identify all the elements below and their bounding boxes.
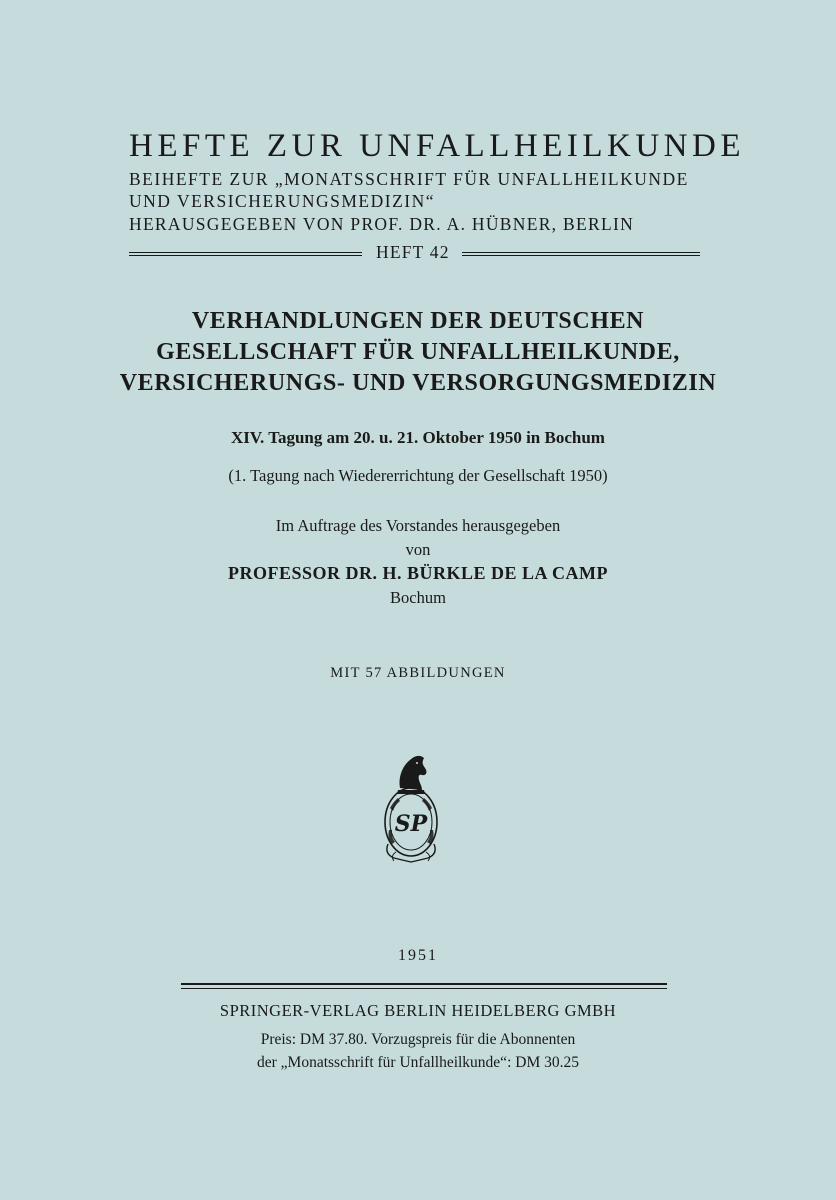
series-subtitle-line2: UND VERSICHERUNGSMEDIZIN“ — [129, 191, 435, 211]
logo-monogram: SP — [394, 811, 428, 837]
book-title-line2: GESELLSCHAFT FÜR UNFALLHEILKUNDE, — [156, 339, 680, 365]
imprint-rule-thin — [181, 988, 667, 989]
price-line2: der „Monatsschrift für Unfallheilkunde“: DM 30.25 — [257, 1054, 579, 1071]
heft-rule-left — [129, 252, 362, 256]
illustrations-note: MIT 57 ABBILDUNGEN — [330, 665, 506, 681]
issue-number: HEFT 42 — [376, 242, 450, 262]
book-title — [0, 306, 836, 399]
author-name: PROFESSOR DR. H. BÜRKLE DE LA CAMP — [227, 563, 609, 583]
author-city: Bochum — [390, 588, 446, 607]
by-text: von — [405, 540, 431, 559]
springer-horse-logo-icon — [376, 748, 446, 868]
heft-rule-right — [462, 252, 700, 256]
series-subtitle-line1: BEIHEFTE ZUR „MONATSSCHRIFT FÜR UNFALLHEILKUNDE — [129, 169, 689, 189]
meeting-note: (1. Tagung nach Wiedererrichtung der Gesellschaft 1950) — [228, 466, 608, 485]
book-title-line3: VERSICHERUNGS- UND VERSORGUNGSMEDIZIN — [119, 370, 717, 396]
commission-text: Im Auftrage des Vorstandes herausgegeben — [275, 516, 561, 535]
imprint-rule-thick — [181, 983, 667, 985]
series-editor: HERAUSGEGEBEN VON PROF. DR. A. HÜBNER, BERLIN — [129, 214, 635, 234]
publisher: SPRINGER-VERLAG BERLIN HEIDELBERG GMBH — [219, 1001, 617, 1020]
book-title-line1: VERHANDLUNGEN DER DEUTSCHEN — [191, 308, 645, 334]
series-title: HEFTE ZUR UNFALLHEILKUNDE — [129, 128, 745, 164]
meeting-info: XIV. Tagung am 20. u. 21. Oktober 1950 in Bochum — [231, 428, 605, 447]
publication-year: 1951 — [398, 947, 438, 964]
price-line1: Preis: DM 37.80. Vorzugspreis für die Abonnenten — [260, 1031, 576, 1048]
